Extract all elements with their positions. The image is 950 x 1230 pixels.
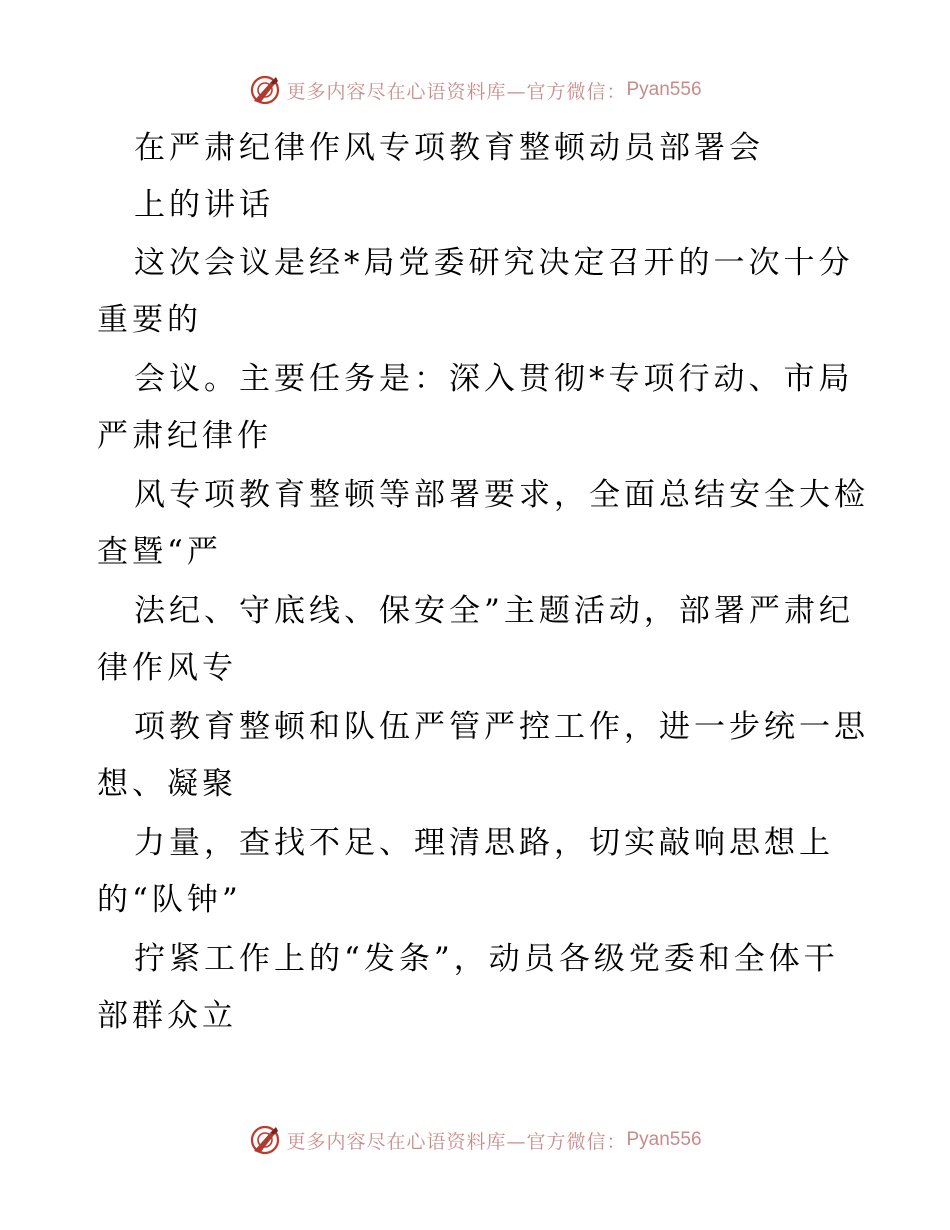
watermark-text: 更多内容尽在心语资料库—官方微信：	[286, 1130, 627, 1153]
paragraph-line: 法纪、守底线、保安全”主题活动，部署严肃纪	[134, 593, 854, 629]
paragraph-line: 项教育整顿和队伍严管严控工作，进一步统一思	[134, 709, 869, 745]
watermark-wechat-id: Pyan556	[626, 1129, 702, 1150]
paragraph-line: 风专项教育整顿等部署要求，全面总结安全大检	[134, 477, 869, 513]
paragraph-line: 这次会议是经*局党委研究决定召开的一次十分	[134, 245, 854, 281]
paragraph-line: 的“队钟”	[97, 882, 242, 918]
pen-logo-icon	[248, 1123, 282, 1157]
pen-logo-icon	[248, 73, 282, 107]
watermark-text: 更多内容尽在心语资料库—官方微信：	[286, 80, 627, 103]
footer-watermark	[0, 1118, 950, 1162]
title-line-2: 上的讲话	[134, 187, 274, 223]
paragraph-line: 律作风专	[97, 650, 237, 686]
title-line-1: 在严肃纪律作风专项教育整顿动员部署会	[134, 130, 764, 166]
paragraph-line: 查暨“严	[97, 534, 222, 570]
paragraph-line: 严肃纪律作	[97, 418, 272, 454]
watermark-wechat-id: Pyan556	[626, 79, 702, 100]
header-watermark	[0, 68, 950, 112]
paragraph-line: 重要的	[97, 302, 202, 338]
paragraph-line: 部群众立	[97, 998, 237, 1034]
paragraph-line: 会议。主要任务是：深入贯彻*专项行动、市局	[134, 361, 854, 397]
paragraph-line: 想、凝聚	[97, 766, 237, 802]
paragraph-line: 拧紧工作上的“发条”，动员各级党委和全体干	[134, 941, 839, 977]
paragraph-line: 力量，查找不足、理清思路，切实敲响思想上	[134, 825, 834, 861]
